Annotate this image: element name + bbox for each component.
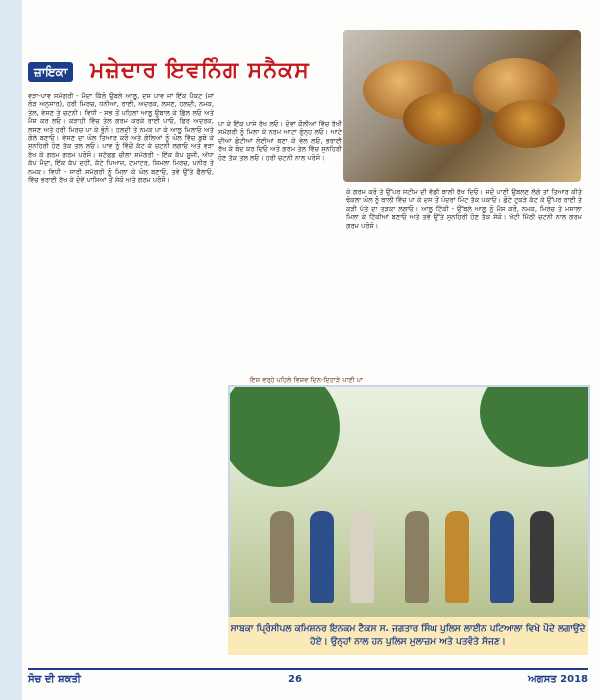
person-figure — [270, 511, 294, 603]
person-figure — [530, 511, 554, 603]
person-figure — [405, 511, 429, 603]
event-photo — [228, 385, 590, 619]
recipe-column-3: ਕੇ ਗਰਮ ਕਰੋ ਤੇ ਉੱਪਰ ਸਟੀਮ ਦੀ ਵੱਡੀ ਥਾਲੀ ਰੱਖ ਦਿਓ। ਜਦੋਂ ਪਾਣੀ ਉਬਲਣ ਲੱਗੇ ਤਾਂ ਤਿਆਰ ਕੀਤੇ ਢੋਕਲਾ ਘੋਲ ਨੂੰ ਥਾਲੀ ਵਿੱਚ ਪਾ ਕੇ ਦਸ ਤੋਂ ਪੰਦਰਾਂ ਮਿੰਟ ਤੱਕ ਪਕਾਓ। ਛੋਟੇ ਟੁਕੜੇ ਕੱਟ ਕੇ ਉੱਪਰ ਰਾਈ ਤੇ ਕੜੀ ਪੱਤੇ ਦਾ ਤੜਕਾ ਲਗਾਓ। ਆਲੂ ਟਿੱਕੀ - ਉੱਬਲੇ ਆਲੂ ਨੂੰ ਮੈਸ਼ ਕਰੋ, ਨਮਕ, ਮਿਰਚ ਤੇ ਮਸਾਲਾ ਮਿਲਾ ਕੇ ਟਿੱਕੀਆਂ ਬਣਾਓ ਅਤੇ ਤਵੇ ਉੱਤੇ ਸੁਨਹਿਰੀ ਹੋਣ ਤੱਕ ਸੇਕੋ। ਖੱਟੀ ਮਿੱਠੀ ਚਟਨੀ ਨਾਲ ਗਰਮ ਗਰਮ ਪਰੋਸੋ। — [346, 188, 582, 230]
tree-image — [480, 385, 590, 467]
article-title: ਮਜ਼ੇਦਾਰ ਇਵਨਿੰਗ ਸਨੈਕਸ — [90, 58, 310, 83]
photo-caption: ਸਾਬਕਾ ਪ੍ਰਿੰਸੀਪਲ ਕਮਿਸ਼ਨਰ ਇਨਕਮ ਟੈਕਸ ਸ. ਜਗਤਾਰ ਸਿੰਘ ਪੁਲਿਸ ਲਾਈਨ ਪਟਿਆਲਾ ਵਿਖੇ ਪੌਦੇ ਲਗਾਉਂਦੇ ਹੋਏ। ਉਨ੍ਹਾਂ ਨਾਲ ਹਨ ਪੁਲਿਸ ਮੁਲਾਜ਼ਮ ਅਤੇ ਪਤਵੰਤੇ ਸੱਜਣ। — [228, 617, 588, 655]
person-figure — [490, 511, 514, 603]
article-header — [28, 56, 340, 86]
side-band — [0, 0, 22, 700]
person-figure — [445, 511, 469, 603]
tree-image — [228, 385, 340, 487]
food-photo — [343, 30, 581, 182]
recipe-column-2: ਪਾ ਕੇ ਇੱਕ ਪਾਸੇ ਰੱਖ ਲਓ। ਦੋਵਾਂ ਕੌਲੀਆਂ ਵਿੱਚ ਰੱਖੀ ਸਮੱਗਰੀ ਨੂੰ ਮਿਲਾ ਕੇ ਨਰਮ ਆਟਾ ਗੁੰਨ੍ਹ ਲਓ। ਆਟੇ ਦੀਆਂ ਛੋਟੀਆਂ ਲੋਈਆਂ ਬਣਾ ਕੇ ਵੇਲ ਲਓ, ਭਰਾਈ ਰੱਖ ਕੇ ਬੰਦ ਕਰ ਦਿਓ ਅਤੇ ਗਰਮ ਤੇਲ ਵਿੱਚ ਸੁਨਹਿਰੀ ਹੋਣ ਤੱਕ ਤਲ ਲਓ। ਹਰੀ ਚਟਨੀ ਨਾਲ ਪਰੋਸੋ। — [218, 120, 342, 162]
vada-image — [403, 92, 483, 146]
person-figure — [350, 511, 374, 603]
magazine-name: ਸੋਚ ਦੀ ਸ਼ਕਤੀ — [28, 674, 81, 685]
page-number: 26 — [288, 674, 302, 685]
section-tag: ਜ਼ਾਇਕਾ — [28, 62, 73, 82]
photo-note: ਇਸ ਵਰ੍ਹੇ ਪਹਿਲੇ ਵਿਸ਼ਵ ਦਿਨ-ਦਿਹਾੜੇ ਪਾਣੀ ਪਾ — [250, 376, 363, 384]
recipe-column-1: ਵੜਾ-ਪਾਵ ਸਮੱਗਰੀ - ਮੈਦਾ ਕਿੱਲੋ ਉਬਲੇ ਆਲੂ, ਦਸ ਪਾਵ ਜਾਂ ਇੱਕ ਪੈਕਟ (ਜਾਂ ਲੋੜ ਅਨੁਸਾਰ), ਹਰੀ ਮਿਰਚ, ਧਨੀਆ, ਰਾਈ, ਅਦਰਕ, ਲਸਣ, ਹਲਦੀ, ਨਮਕ, ਤੇਲ, ਵੇਸਣ ਤੇ ਚਟਨੀ। ਵਿਧੀ - ਸਭ ਤੋਂ ਪਹਿਲਾਂ ਆਲੂ ਉਬਾਲ ਕੇ ਛਿੱਲ ਲਓ ਅਤੇ ਮੈਸ਼ ਕਰ ਲਓ। ਕੜਾਹੀ ਵਿੱਚ ਤੇਲ ਗਰਮ ਕਰਕੇ ਰਾਈ ਪਾਓ, ਫਿਰ ਅਦਰਕ, ਲਸਣ ਅਤੇ ਹਰੀ ਮਿਰਚ ਪਾ ਕੇ ਭੁੰਨੋ। ਹਲਦੀ ਤੇ ਨਮਕ ਪਾ ਕੇ ਆਲੂ ਮਿਲਾਓ ਅਤੇ ਗੋਲੇ ਬਣਾਓ। ਵੇਸਣ ਦਾ ਘੋਲ ਤਿਆਰ ਕਰੋ ਅਤੇ ਗੋਲਿਆਂ ਨੂੰ ਘੋਲ ਵਿੱਚ ਡੁਬੋ ਕੇ ਸੁਨਹਿਰੀ ਹੋਣ ਤੱਕ ਤਲ ਲਓ। ਪਾਵ ਨੂੰ ਵਿੱਚੋਂ ਕੱਟ ਕੇ ਚਟਨੀ ਲਗਾਓ ਅਤੇ ਵੜਾ ਰੱਖ ਕੇ ਗਰਮ ਗਰਮ ਪਰੋਸੋ। ਸਟੱਫਡ ਚੀਲਾ ਸਮੱਗਰੀ - ਇੱਕ ਕੱਪ ਸੂਜੀ, ਅੱਧਾ ਕੱਪ ਮੈਦਾ, ਇੱਕ ਕੱਪ ਦਹੀਂ, ਕੱਟੇ ਪਿਆਜ਼, ਟਮਾਟਰ, ਸ਼ਿਮਲਾ ਮਿਰਚ, ਪਨੀਰ ਤੇ ਨਮਕ। ਵਿਧੀ - ਸਾਰੀ ਸਮੱਗਰੀ ਨੂੰ ਮਿਲਾ ਕੇ ਘੋਲ ਬਣਾਓ, ਤਵੇ ਉੱਤੇ ਫੈਲਾਓ, ਵਿੱਚ ਭਰਾਈ ਰੱਖ ਕੇ ਦੋਵੇਂ ਪਾਸਿਆਂ ਤੋਂ ਸੇਕੋ ਅਤੇ ਗਰਮ ਪਰੋਸੋ। — [28, 92, 214, 185]
vada-image — [493, 100, 565, 148]
person-figure — [310, 511, 334, 603]
issue-date: ਅਗਸਤ 2018 — [528, 674, 588, 685]
page-footer — [28, 668, 588, 688]
